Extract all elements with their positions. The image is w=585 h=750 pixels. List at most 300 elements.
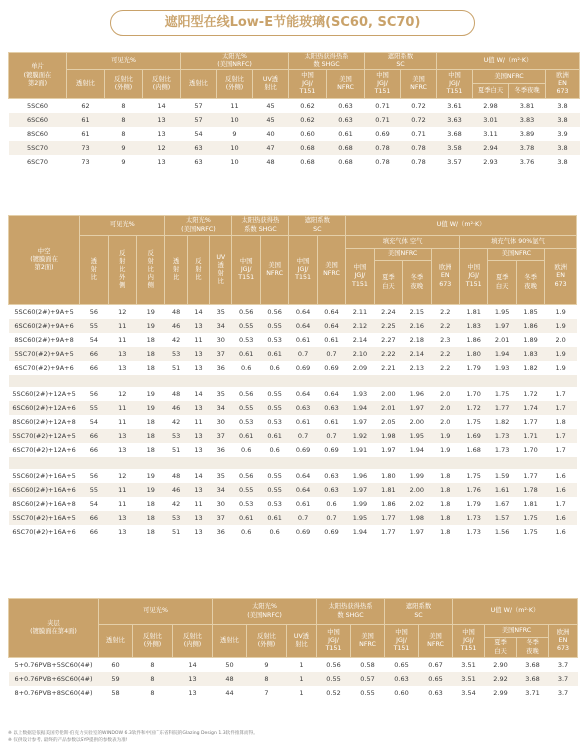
value-cell: 0.6 — [241, 363, 252, 372]
header-u-winter: 冬季夜晚 — [509, 84, 546, 99]
value-cell: 1.95 — [346, 511, 374, 525]
value-cell: 46 — [165, 401, 187, 415]
group-separator — [9, 457, 577, 469]
header-air-us: 美国NFRC — [374, 249, 431, 261]
value-cell: 12 — [143, 141, 181, 155]
header-u-value: U值 W/（m²·K） — [453, 599, 578, 625]
value-cell: 1.92 — [346, 429, 374, 443]
value-cell: 1.76 — [459, 483, 487, 497]
value-cell: 3.7 — [549, 672, 578, 686]
value-cell: 0.62 — [289, 113, 327, 127]
header-u-cn: 中国 JGJ/ T151 — [437, 70, 473, 99]
value-cell: 1.73 — [494, 445, 510, 454]
header-shgc: 太阳热获得热 系数 SHGC — [232, 216, 289, 236]
value-cell: 11 — [108, 319, 136, 333]
value-cell: 1.91 — [352, 445, 368, 454]
value-cell: 1.57 — [488, 511, 516, 525]
value-cell: 37 — [210, 511, 232, 525]
value-cell: 9 — [121, 157, 126, 166]
value-cell: 0.6 — [241, 445, 252, 454]
value-cell: 0.55 — [317, 672, 351, 686]
value-cell: 1.82 — [523, 363, 538, 372]
header-air-eu: 欧洲 EN 673 — [431, 249, 459, 305]
table-row — [9, 511, 577, 525]
value-cell: 0.71 — [375, 102, 390, 111]
value-cell: 1.83 — [459, 319, 487, 333]
value-cell: 1.73 — [488, 429, 516, 443]
value-cell: 13 — [188, 688, 197, 697]
value-cell: 1.74 — [516, 401, 544, 415]
value-cell: 14 — [194, 389, 203, 398]
value-cell: 8 — [121, 129, 126, 138]
value-cell: 18 — [146, 335, 155, 344]
value-cell: 1.7 — [555, 499, 566, 508]
value-cell: 13 — [187, 401, 209, 415]
value-cell: 0.55 — [232, 483, 260, 497]
laminated-glass-table — [8, 598, 578, 700]
table-row — [9, 415, 577, 429]
value-cell: 2.3 — [440, 335, 451, 344]
value-cell: 1.75 — [516, 511, 544, 525]
value-cell: 48 — [171, 389, 181, 398]
header-vis-refl-in: 反 射 比 内 侧 — [137, 236, 165, 305]
value-cell: 0.63 — [327, 113, 365, 127]
value-cell: 42 — [171, 417, 181, 426]
value-cell: 18 — [146, 527, 155, 536]
value-cell: 0.64 — [317, 319, 345, 333]
value-cell: 45 — [266, 102, 275, 111]
value-cell: 3.63 — [437, 113, 473, 127]
value-cell: 12 — [118, 307, 127, 316]
value-cell: 3.61 — [447, 102, 462, 111]
value-cell: 13 — [187, 511, 209, 525]
table-row — [9, 319, 577, 333]
header-solar-refl: 反 射 比 — [187, 236, 209, 305]
value-cell: 3.51 — [453, 672, 485, 686]
table-row — [9, 469, 577, 483]
value-cell: 1.7 — [545, 401, 577, 415]
value-cell: 61 — [81, 129, 90, 138]
value-cell: 13 — [194, 363, 203, 372]
value-cell: 62 — [81, 102, 90, 111]
value-cell: 34 — [210, 319, 232, 333]
value-cell: 0.71 — [365, 113, 401, 127]
value-cell: 13 — [194, 445, 203, 454]
value-cell: 0.56 — [326, 660, 341, 669]
value-cell: 0.65 — [394, 660, 409, 669]
value-cell: 48 — [171, 471, 181, 480]
value-cell: 3.8 — [557, 157, 568, 166]
header-sc: 遮阳系数 SC — [289, 216, 346, 236]
value-cell: 11 — [118, 417, 127, 426]
header-u-summer: 夏季白天 — [473, 84, 509, 99]
value-cell: 19 — [146, 307, 155, 316]
value-cell: 0.63 — [338, 102, 353, 111]
value-cell: 1.8 — [431, 483, 459, 497]
table-row — [9, 361, 577, 375]
value-cell: 0.61 — [324, 417, 339, 426]
value-cell: 18 — [137, 429, 165, 443]
value-cell: 10 — [217, 113, 253, 127]
header-shgc-us: 美国 NFRC — [327, 70, 365, 99]
header-solar-refl: 反射比 (外侧) — [247, 625, 287, 658]
value-cell: 45 — [253, 113, 289, 127]
value-cell: 0.55 — [360, 688, 375, 697]
value-cell: 13 — [187, 483, 209, 497]
value-cell: 1.7 — [555, 389, 566, 398]
header-u-summer: 夏季 白天 — [485, 638, 517, 658]
value-cell: 0.64 — [324, 307, 339, 316]
header-vis-refl-in: 反射比 (内侧) — [143, 70, 181, 99]
value-cell: 1.56 — [494, 527, 510, 536]
value-cell: 2.05 — [381, 417, 396, 426]
value-cell: 0.69 — [324, 527, 339, 536]
value-cell: 19 — [137, 319, 165, 333]
value-cell: 48 — [171, 307, 181, 316]
value-cell: 0.69 — [295, 527, 311, 536]
value-cell: 35 — [216, 389, 225, 398]
value-cell: 53 — [165, 347, 187, 361]
value-cell: 1.69 — [459, 429, 487, 443]
glass-name-cell: 5SC70(#2)+12A+5 — [9, 429, 80, 443]
value-cell: 18 — [146, 445, 155, 454]
header-visible-light: 可见光% — [67, 53, 181, 70]
value-cell: 1.94 — [488, 347, 516, 361]
value-cell: 1.95 — [494, 307, 510, 316]
value-cell: 0.60 — [300, 129, 315, 138]
value-cell: 1 — [287, 672, 317, 686]
value-cell: 0.57 — [351, 672, 385, 686]
header-argon-eu: 欧洲 EN 673 — [545, 249, 577, 305]
header-sc-cn: 中国 JGJ/ T151 — [385, 625, 419, 658]
value-cell: 0.78 — [375, 157, 390, 166]
value-cell: 3.54 — [461, 688, 476, 697]
value-cell: 1.6 — [545, 483, 577, 497]
value-cell: 11 — [118, 499, 127, 508]
value-cell: 66 — [80, 511, 108, 525]
value-cell: 18 — [146, 417, 155, 426]
value-cell: 1.79 — [466, 499, 481, 508]
value-cell: 13 — [157, 157, 166, 166]
value-cell: 3.83 — [509, 113, 546, 127]
value-cell: 0.6 — [326, 499, 337, 508]
value-cell: 40 — [266, 129, 275, 138]
glass-name-cell: 6SC70(#2)+9A+6 — [14, 363, 74, 372]
value-cell: 3.7 — [557, 688, 569, 697]
value-cell: 55 — [80, 401, 108, 415]
glass-name-cell: 5SC60(2#)+16A+5 — [12, 471, 76, 480]
value-cell: 1.98 — [374, 429, 402, 443]
value-cell: 51 — [171, 445, 181, 454]
value-cell: 1.75 — [466, 417, 481, 426]
value-cell: 0.56 — [238, 307, 254, 316]
value-cell: 1.79 — [466, 363, 481, 372]
header-air-winter: 冬季 夜晚 — [403, 261, 431, 305]
value-cell: 42 — [171, 335, 181, 344]
value-cell: 1.77 — [374, 511, 402, 525]
header-u-us: 美国NFRC — [485, 625, 549, 638]
header-air-summer: 夏季 白天 — [374, 261, 402, 305]
value-cell: 63 — [194, 157, 203, 166]
value-cell: 9 — [232, 129, 237, 138]
value-cell: 46 — [165, 483, 187, 497]
value-cell: 11 — [194, 335, 203, 344]
value-cell: 0.55 — [232, 319, 260, 333]
value-cell: 30 — [216, 335, 225, 344]
table-row — [9, 672, 578, 686]
glass-name-cell: 8SC60 — [26, 129, 49, 138]
header-solar-trans: 透 射 比 — [165, 236, 187, 305]
value-cell: 0.61 — [260, 429, 288, 443]
value-cell: 0.69 — [324, 445, 339, 454]
glass-name-cell: 8+0.76PVB+8SC60(4#) — [14, 688, 93, 697]
value-cell: 2.0 — [555, 335, 566, 344]
value-cell: 18 — [137, 511, 165, 525]
value-cell: 3.51 — [461, 660, 476, 669]
value-cell: 8 — [105, 113, 143, 127]
value-cell: 13 — [194, 527, 203, 536]
value-cell: 11 — [108, 401, 136, 415]
value-cell: 51 — [171, 527, 181, 536]
value-cell: 0.63 — [385, 672, 419, 686]
value-cell: 48 — [213, 672, 247, 686]
value-cell: 66 — [80, 347, 108, 361]
value-cell: 1.6 — [555, 471, 566, 480]
header-glass-type: 单片 (镀膜面在 第2面) — [9, 53, 67, 99]
value-cell: 0.63 — [324, 471, 339, 480]
value-cell: 0.53 — [267, 499, 282, 508]
value-cell: 2.0 — [440, 417, 451, 426]
glass-name-cell: 5SC60(2#)+12A+5 — [12, 389, 76, 398]
header-vis-trans: 透射比 — [67, 70, 105, 99]
value-cell: 2.90 — [493, 660, 508, 669]
value-cell: 14 — [194, 307, 203, 316]
value-cell: 1.98 — [403, 511, 431, 525]
glass-name-cell: 8SC60(2#)+16A+8 — [12, 499, 76, 508]
value-cell: 0.65 — [419, 672, 453, 686]
header-vis-refl-out: 反 射 比 外 侧 — [108, 236, 136, 305]
table-row — [9, 113, 580, 127]
value-cell: 30 — [216, 417, 225, 426]
glass-name-cell: 8SC60(2#)+12A+8 — [12, 417, 76, 426]
value-cell: 2.00 — [409, 417, 425, 426]
value-cell: 1.97 — [381, 445, 396, 454]
value-cell: 3.57 — [447, 157, 462, 166]
glass-name-cell: 5SC70 — [9, 141, 67, 155]
value-cell: 1.9 — [545, 319, 577, 333]
value-cell: 1.8 — [431, 511, 459, 525]
value-cell: 2.14 — [403, 347, 431, 361]
header-sc: 遮阳系数 SC — [385, 599, 453, 625]
value-cell: 0.7 — [317, 347, 345, 361]
value-cell: 1.89 — [523, 335, 538, 344]
value-cell: 36 — [216, 445, 225, 454]
value-cell: 44 — [225, 688, 234, 697]
header-shgc: 太阳热获得热系 数 SHGC — [289, 53, 365, 70]
header-shgc-cn: 中国 JGJ/ T151 — [232, 236, 260, 305]
value-cell: 1.93 — [352, 389, 368, 398]
value-cell: 1.9 — [431, 429, 459, 443]
value-cell: 36 — [216, 363, 225, 372]
value-cell: 0.64 — [295, 471, 311, 480]
value-cell: 8 — [150, 688, 155, 697]
value-cell: 35 — [216, 471, 225, 480]
value-cell: 14 — [194, 471, 203, 480]
value-cell: 73 — [81, 157, 90, 166]
value-cell: 1.86 — [466, 335, 481, 344]
value-cell: 1.67 — [494, 499, 510, 508]
value-cell: 53 — [165, 511, 187, 525]
header-uv: UV透 射比 — [287, 625, 317, 658]
header-uv: UV 透 射 比 — [210, 236, 232, 305]
value-cell: 66 — [89, 363, 98, 372]
value-cell: 9 — [105, 141, 143, 155]
value-cell: 0.60 — [394, 688, 409, 697]
glass-name-cell: 6SC60(2#)+16A+6 — [9, 483, 80, 497]
value-cell: 14 — [188, 660, 197, 669]
value-cell: 1.75 — [466, 471, 481, 480]
value-cell: 1.75 — [523, 527, 538, 536]
value-cell: 0.61 — [260, 511, 288, 525]
value-cell: 2.09 — [352, 363, 368, 372]
table-row — [9, 347, 577, 361]
value-cell: 46 — [165, 319, 187, 333]
value-cell: 1.71 — [516, 429, 544, 443]
value-cell: 3.76 — [519, 157, 535, 166]
value-cell: 66 — [80, 429, 108, 443]
value-cell: 0.6 — [241, 527, 252, 536]
value-cell: 2.0 — [440, 389, 451, 398]
footnote: ※ 仅供设计参考, 最终的产品参数以SYP提供的参数表为准! — [8, 738, 128, 744]
header-fill-air: 填充气体 空气 — [346, 236, 460, 249]
value-cell: 13 — [108, 347, 136, 361]
value-cell: 0.58 — [360, 660, 375, 669]
value-cell: 1.94 — [409, 445, 425, 454]
value-cell: 73 — [67, 141, 105, 155]
value-cell: 2.2 — [440, 307, 451, 316]
header-argon-summer: 夏季 白天 — [488, 261, 516, 305]
value-cell: 56 — [89, 471, 98, 480]
glass-name-cell: 5SC70(#2)+16A+5 — [9, 511, 80, 525]
value-cell: 37 — [210, 429, 232, 443]
value-cell: 56 — [89, 389, 98, 398]
value-cell: 0.64 — [295, 389, 311, 398]
value-cell: 0.55 — [260, 483, 288, 497]
value-cell: 1.99 — [352, 499, 368, 508]
value-cell: 12 — [118, 471, 127, 480]
value-cell: 1.82 — [494, 417, 510, 426]
value-cell: 1.59 — [494, 471, 510, 480]
single-pane-table — [8, 52, 580, 169]
value-cell: 35 — [216, 307, 225, 316]
value-cell: 8 — [247, 672, 287, 686]
value-cell: 0.55 — [267, 471, 282, 480]
value-cell: 56 — [89, 307, 98, 316]
value-cell: 58 — [111, 688, 120, 697]
header-u-eu: 欧洲 EN 673 — [546, 70, 580, 99]
value-cell: 0.55 — [232, 401, 260, 415]
value-cell: 0.63 — [317, 401, 345, 415]
value-cell: 13 — [118, 445, 127, 454]
header-u-value: U值 W/（m²·K） — [346, 216, 577, 236]
value-cell: 0.68 — [327, 141, 365, 155]
value-cell: 1.72 — [523, 389, 538, 398]
insulating-glass-table — [8, 215, 577, 539]
header-shgc-us: 美国 NFRC — [260, 236, 288, 305]
value-cell: 1 — [299, 688, 304, 697]
value-cell: 0.61 — [295, 499, 311, 508]
value-cell: 1.9 — [545, 347, 577, 361]
value-cell: 13 — [118, 527, 127, 536]
value-cell: 3.8 — [546, 141, 580, 155]
value-cell: 1.8 — [440, 471, 451, 480]
value-cell: 1.73 — [459, 511, 487, 525]
value-cell: 12 — [118, 389, 127, 398]
value-cell: 0.6 — [269, 445, 280, 454]
header-glass-type: 夹层 (镀膜面在第4面) — [9, 599, 99, 658]
table-row — [9, 141, 580, 155]
value-cell: 0.7 — [289, 511, 317, 525]
value-cell: 2.2 — [431, 319, 459, 333]
value-cell: 18 — [146, 363, 155, 372]
value-cell: 0.78 — [401, 141, 437, 155]
value-cell: 47 — [253, 141, 289, 155]
value-cell: 3.7 — [557, 660, 569, 669]
value-cell: 53 — [165, 429, 187, 443]
value-cell: 1.8 — [440, 499, 451, 508]
glass-name-cell: 6SC60(2#)+9A+6 — [9, 319, 80, 333]
header-solar: 太阳光% (美国NRFC) — [213, 599, 317, 625]
value-cell: 3.68 — [517, 672, 549, 686]
glass-name-cell: 5SC60 — [26, 102, 49, 111]
glass-name-cell: 6SC70(#2)+12A+6 — [12, 445, 76, 454]
value-cell: 1.95 — [403, 429, 431, 443]
value-cell: 0.61 — [338, 129, 353, 138]
header-shgc-cn: 中国 JGJ/ T151 — [317, 625, 351, 658]
table-row — [9, 127, 580, 141]
value-cell: 1.99 — [409, 471, 425, 480]
value-cell: 0.53 — [267, 335, 282, 344]
value-cell: 54 — [89, 417, 98, 426]
value-cell: 1.61 — [488, 483, 516, 497]
value-cell: 1.81 — [466, 307, 481, 316]
value-cell: 54 — [194, 129, 203, 138]
value-cell: 0.6 — [269, 363, 280, 372]
table-row — [9, 497, 577, 511]
value-cell: 13 — [187, 347, 209, 361]
header-sc-us: 美国 NFRC — [419, 625, 453, 658]
value-cell: 8 — [121, 102, 126, 111]
value-cell: 14 — [157, 102, 166, 111]
value-cell: 1.7 — [545, 429, 577, 443]
value-cell: 1.97 — [403, 401, 431, 415]
value-cell: 1.93 — [494, 363, 510, 372]
glass-name-cell: 6SC70 — [26, 157, 49, 166]
value-cell: 2.27 — [381, 335, 396, 344]
header-glass-type: 中空 (镀膜面在 第2面) — [9, 216, 80, 305]
value-cell: 19 — [146, 471, 155, 480]
header-solar-trans: 透射比 — [181, 70, 217, 99]
header-visible-light: 可见光% — [80, 216, 165, 236]
value-cell: 18 — [137, 347, 165, 361]
table-row — [9, 525, 577, 539]
value-cell: 2.2 — [440, 363, 451, 372]
header-u-eu: 欧洲 EN 673 — [549, 625, 578, 658]
value-cell: 0.55 — [267, 389, 282, 398]
value-cell: 1.70 — [466, 389, 481, 398]
value-cell: 0.64 — [289, 319, 317, 333]
value-cell: 11 — [194, 499, 203, 508]
